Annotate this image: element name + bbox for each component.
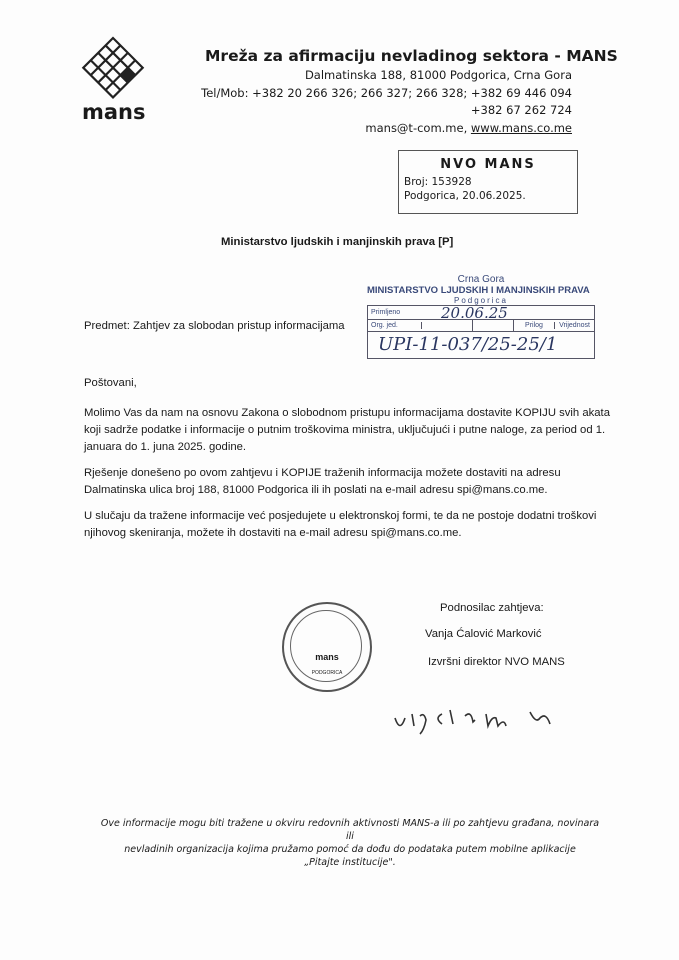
stamp-col-value: Vrijednost (559, 322, 590, 329)
footer-line-1: Ove informacije mogu biti tražene u okviru redovnih aktivnosti MANS-a ili po zahtjevu građana, novinara ili (100, 818, 600, 842)
applicant-name: Vanja Ćalović Marković (425, 628, 542, 640)
salutation: Poštovani, (84, 377, 137, 389)
stamp-col-org: Org. jed. (368, 322, 422, 329)
ref-number: Broj: 153928 (404, 176, 472, 188)
receipt-stamp (367, 274, 595, 359)
footer-line-2: nevladinih organizacija kojima pružamo pomoć da dođu do podataka putem mobilne aplikacije (124, 844, 576, 855)
stamp-city: Podgorica (453, 296, 509, 305)
applicant-label: Podnosilac zahtjeva: (440, 602, 544, 614)
ref-box-title: NVO MANS (440, 157, 536, 172)
mans-logo-icon (78, 36, 148, 100)
org-phone-2: +382 67 262 724 (470, 103, 572, 117)
seal-city: PODGORICA (311, 670, 343, 676)
footer-line-3: „Pitajte institucije". (304, 857, 396, 868)
stamp-col-attachment: Prilog (514, 322, 555, 329)
seal-logo-text: mans (315, 652, 339, 662)
paragraph-1: Molimo Vas da nam na osnovu Zakona o slobodnom pristupu informacijama dostavite KOPIJU svih akata koji sadrže podatke i informacije o putnim troškovima ministra, uključujući i putne naloge, za period od 1. januara do 1. juna 2025. godine. (84, 407, 610, 453)
mans-logo-text: mans (82, 100, 146, 124)
stamp-ministry: MINISTARSTVO LJUDSKIH I MANJINSKIH PRAVA (367, 285, 590, 296)
ref-date: Podgorica, 20.06.2025. (404, 190, 526, 202)
reference-box (398, 150, 578, 214)
org-name: Mreža za afirmaciju nevladinog sektora - MANS (205, 47, 618, 65)
org-phones: Tel/Mob: +382 20 266 326; 266 327; 266 328; +382 69 446 094 (201, 86, 572, 100)
org-email: mans@t-com.me, (365, 121, 471, 135)
handwritten-signature (390, 700, 590, 740)
applicant-title: Izvršni direktor NVO MANS (428, 656, 565, 668)
paragraph-3: U slučaju da tražene informacije već posjedujete u elektronskoj formi, te da ne postoje dodatni troškovi njihovog skeniranja, možete ih dostaviti na e-mail adresu spi@mans.co.me. (84, 510, 597, 539)
subject: Predmet: Zahtjev za slobodan pristup informacijama (84, 320, 345, 332)
recipient: Ministarstvo ljudskih i manjinskih prava [P] (221, 236, 454, 248)
org-website-link[interactable]: www.mans.co.me (470, 121, 572, 135)
stamp-received-label: Primljeno (371, 309, 401, 316)
official-seal (282, 602, 372, 692)
footer-note (100, 817, 600, 869)
stamp-file-number: UPI-11-037/25-25/1 (378, 334, 558, 355)
stamp-received-date: 20.06.25 (441, 303, 508, 322)
org-address: Dalmatinska 188, 81000 Podgorica, Crna Gora (304, 68, 572, 82)
org-contact (365, 121, 572, 135)
stamp-country: Crna Gora (457, 274, 505, 285)
paragraph-2: Rješenje donešeno po ovom zahtjevu i KOPIJE traženih informacija možete dostaviti na adresu Dalmatinska ulica broj 188, 81000 Podgorica ili ih poslati na e-mail adresu spi@mans.co.me. (84, 467, 561, 496)
